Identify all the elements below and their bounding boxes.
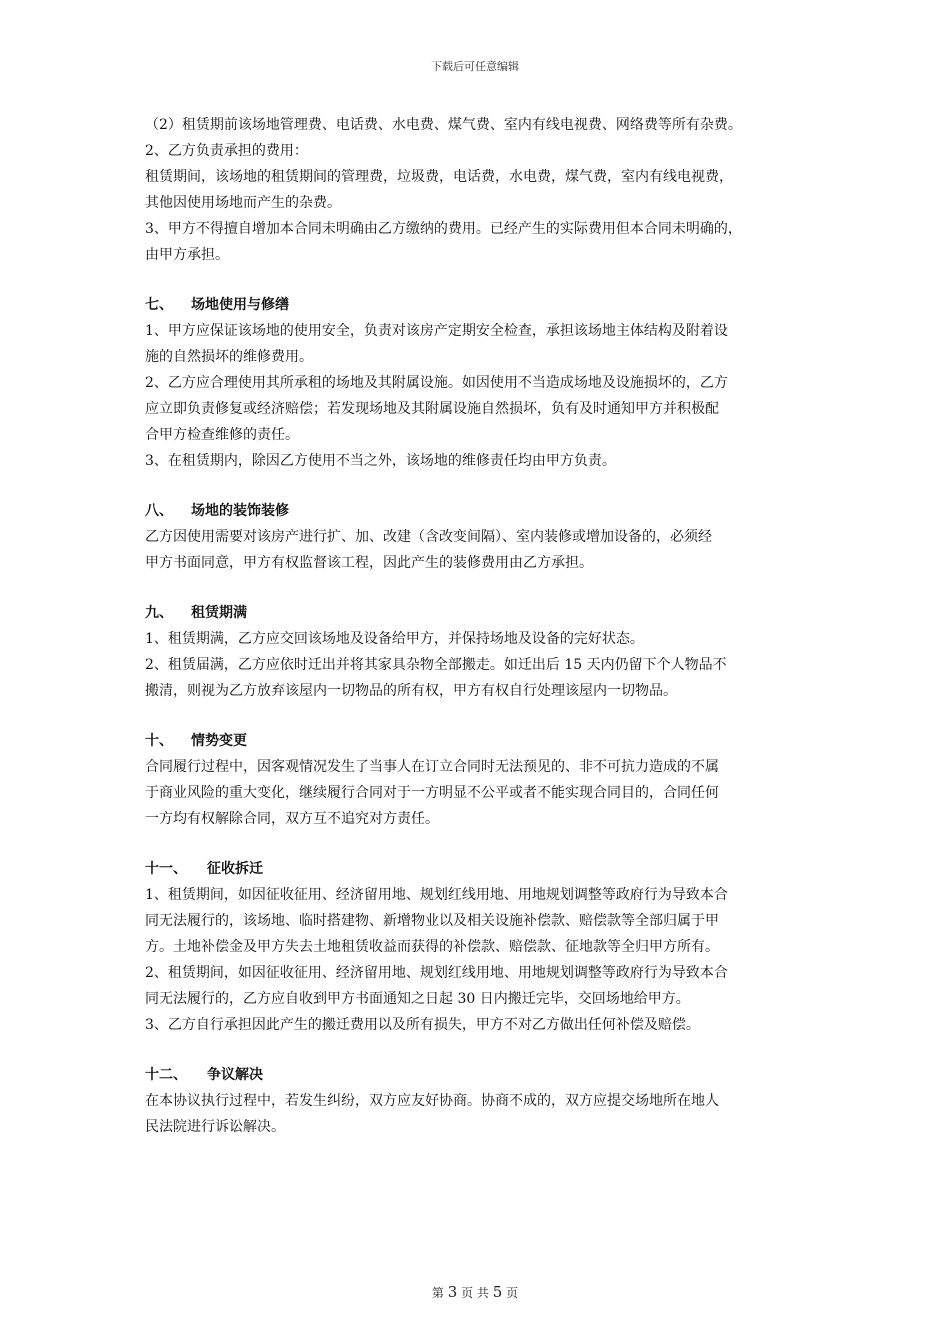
section-number: 九、 [145, 605, 173, 621]
section-title: 争议解决 [207, 1067, 263, 1083]
section-number: 七、 [145, 297, 173, 313]
text-line: 应立即负责修复或经济赔偿；若发现场地及其附属设施自然损坏，负有及时通知甲方并积极配 [145, 401, 719, 417]
text-line: 在本协议执行过程中，若发生纠纷，双方应友好协商。协商不成的，双方应提交场地所在地人 [145, 1093, 719, 1109]
section-heading [145, 728, 815, 754]
text-line: 3、甲方不得擅自增加本合同未明确由乙方缴纳的费用。已经产生的实际费用但本合同未明确的， [145, 221, 742, 237]
section-heading [145, 292, 815, 318]
text-line: 民法院进行诉讼解决。 [145, 1119, 285, 1135]
section-title: 场地使用与修缮 [191, 297, 289, 313]
section-9 [145, 600, 815, 704]
text-line: 合同履行过程中，因客观情况发生了当事人在订立合同时无法预见的、非不可抗力造成的不属 [145, 759, 719, 775]
text-line: 一方均有权解除合同，双方互不追究对方责任。 [145, 811, 439, 827]
section-heading [145, 856, 815, 882]
section-7 [145, 292, 815, 474]
text-line: 2、乙方负责承担的费用： [145, 143, 308, 159]
section-title: 征收拆迁 [207, 861, 263, 877]
text-line: 同无法履行的，该场地、临时搭建物、新增物业以及相关设施补偿款、赔偿款等全部归属于甲 [145, 913, 719, 929]
section-12 [145, 1062, 815, 1140]
text-line: 同无法履行的，乙方应自收到甲方书面通知之日起 30 日内搬迁完毕，交回场地给甲方。 [145, 991, 690, 1007]
section-8 [145, 498, 815, 576]
document-body [145, 112, 815, 1140]
text-line: 施的自然损坏的维修费用。 [145, 349, 313, 365]
section-heading [145, 600, 815, 626]
text-line: 1、租赁期满，乙方应交回该场地及设备给甲方，并保持场地及设备的完好状态。 [145, 631, 644, 647]
section-title: 租赁期满 [191, 605, 247, 621]
text-line: 甲方书面同意，甲方有权监督该工程，因此产生的装修费用由乙方承担。 [145, 555, 593, 571]
text-line: 3、在租赁期内，除因乙方使用不当之外，该场地的维修责任均由甲方负责。 [145, 453, 616, 469]
text-line: 3、乙方自行承担因此产生的搬迁费用以及所有损失，甲方不对乙方做出任何补偿及赔偿。 [145, 1017, 700, 1033]
page-footer [0, 1283, 950, 1301]
page-header: 下载后可任意编辑 [431, 60, 519, 73]
section-heading [145, 498, 815, 524]
section-number: 十一、 [145, 861, 187, 877]
section-title: 场地的装饰装修 [191, 503, 289, 519]
text-line: （2）租赁期前该场地管理费、电话费、水电费、煤气费、室内有线电视费、网络费等所有杂费。 [145, 117, 742, 133]
footer-suffix: 页 [506, 1286, 519, 1300]
text-line: 2、乙方应合理使用其所承租的场地及其附属设施。如因使用不当造成场地及设施损坏的，乙方 [145, 375, 728, 391]
section-heading [145, 1062, 815, 1088]
section-number: 十二、 [145, 1067, 187, 1083]
section-number: 十、 [145, 733, 173, 749]
text-line: 2、租赁期间，如因征收征用、经济留用地、规划红线用地、用地规划调整等政府行为导致本合 [145, 965, 728, 981]
text-line: 方。土地补偿金及甲方失去土地租赁收益而获得的补偿款、赔偿款、征地款等全归甲方所有。 [145, 939, 719, 955]
text-line: 合甲方检查维修的责任。 [145, 427, 299, 443]
text-line: 乙方因使用需要对该房产进行扩、加、改建（含改变间隔）、室内装修或增加设备的，必须经 [145, 529, 712, 545]
text-line: 由甲方承担。 [145, 247, 229, 263]
footer-prefix: 第 [431, 1286, 444, 1300]
text-line: 1、租赁期间，如因征收征用、经济留用地、规划红线用地、用地规划调整等政府行为导致本合 [145, 887, 728, 903]
text-line: 2、租赁届满，乙方应依时迁出并将其家具杂物全部搬走。如迁出后 15 天内仍留下个人物品不 [145, 657, 727, 673]
text-line: 于商业风险的重大变化，继续履行合同对于一方明显不公平或者不能实现合同目的，合同任何 [145, 785, 719, 801]
total-page-number: 5 [492, 1283, 503, 1301]
text-line: 1、甲方应保证该场地的使用安全，负责对该房产定期安全检查，承担该场地主体结构及附着设 [145, 323, 728, 339]
footer-middle: 页 共 [461, 1286, 489, 1300]
current-page-number: 3 [447, 1283, 458, 1301]
section-title: 情势变更 [191, 733, 247, 749]
intro-block [145, 112, 815, 268]
text-line: 租赁期间，该场地的租赁期间的管理费，垃圾费，电话费，水电费，煤气费，室内有线电视费， [145, 169, 733, 185]
section-10 [145, 728, 815, 832]
section-11 [145, 856, 815, 1038]
text-line: 搬清，则视为乙方放弃该屋内一切物品的所有权，甲方有权自行处理该屋内一切物品。 [145, 683, 677, 699]
section-number: 八、 [145, 503, 173, 519]
text-line: 其他因使用场地而产生的杂费。 [145, 195, 341, 211]
